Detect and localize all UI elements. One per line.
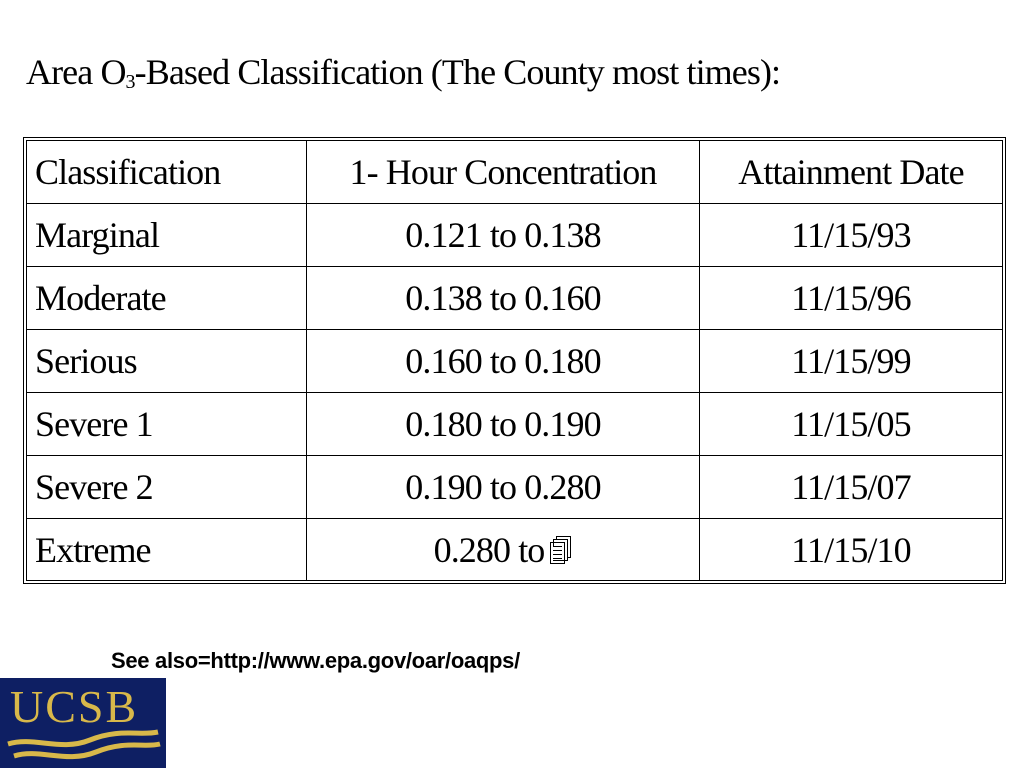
table-row [27, 330, 1002, 393]
cell-classification: Moderate [27, 267, 307, 330]
header-attainment-date: Attainment Date [700, 141, 1003, 204]
table-row [27, 456, 1002, 519]
table-header-row [27, 141, 1002, 204]
cell-date: 11/15/05 [700, 393, 1003, 456]
cell-concentration: 0.138 to 0.160 [307, 267, 700, 330]
cell-classification: Severe 1 [27, 393, 307, 456]
classification-table-frame [23, 137, 1006, 584]
cell-concentration: 0.190 to 0.280 [307, 456, 700, 519]
header-classification: Classification [27, 141, 307, 204]
table-row [27, 267, 1002, 330]
title-subscript: 3 [125, 71, 135, 93]
classification-table [27, 141, 1002, 581]
cell-concentration: 0.121 to 0.138 [307, 204, 700, 267]
table-row [27, 204, 1002, 267]
header-concentration: 1- Hour Concentration [307, 141, 700, 204]
title-prefix: Area O [26, 52, 126, 92]
logo-text: UCSB [10, 681, 139, 732]
ucsb-logo [0, 678, 166, 768]
document-stack-icon [550, 536, 572, 566]
cell-classification: Serious [27, 330, 307, 393]
cell-classification: Severe 2 [27, 456, 307, 519]
cell-classification: Marginal [27, 204, 307, 267]
see-also-link[interactable]: See also=http://www.epa.gov/oar/oaqps/ [111, 648, 520, 673]
cell-date: 11/15/93 [700, 204, 1003, 267]
page-title [26, 50, 780, 94]
concentration-text: 0.280 to [433, 530, 545, 570]
title-suffix: -Based Classification (The County most times): [134, 52, 781, 92]
cell-date: 11/15/99 [700, 330, 1003, 393]
cell-date: 11/15/96 [700, 267, 1003, 330]
table-row [27, 393, 1002, 456]
cell-concentration: 0.160 to 0.180 [307, 330, 700, 393]
cell-classification: Extreme [27, 519, 307, 582]
cell-concentration [307, 519, 700, 582]
cell-date: 11/15/10 [700, 519, 1003, 582]
table-row [27, 519, 1002, 582]
cell-date: 11/15/07 [700, 456, 1003, 519]
cell-concentration: 0.180 to 0.190 [307, 393, 700, 456]
